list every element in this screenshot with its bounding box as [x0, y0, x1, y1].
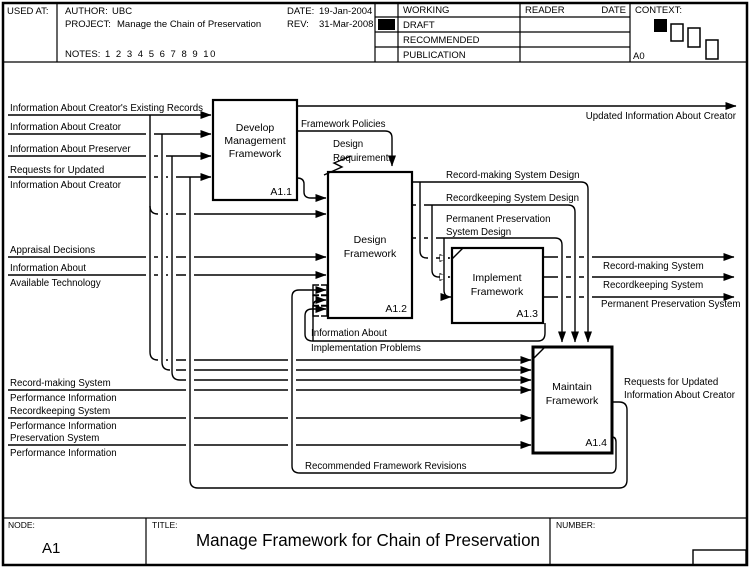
label-framework-policies: Framework Policies [301, 119, 386, 130]
label-out-recordmaking-system: Record-making System [603, 261, 704, 272]
rev-label: REV: [287, 19, 309, 30]
label-in-available-technology: Information About [10, 263, 86, 274]
node-title-bar [8, 520, 595, 557]
project-label: PROJECT: [65, 19, 111, 30]
svg-text:Performance Information: Performance Information [10, 448, 117, 459]
label-in-appraisal-decisions: Appraisal Decisions [10, 245, 96, 256]
label-implementation-problems: Information About [311, 328, 387, 339]
author-label: AUTHOR: [65, 6, 108, 17]
branch-info-preserver [172, 156, 180, 380]
reader-date-label: DATE [601, 5, 626, 16]
project-value: Manage the Chain of Preservation [117, 19, 262, 30]
label-recordkeeping-design: Recordkeeping System Design [446, 193, 579, 204]
label-feedback-requests-updated: Requests for Updated [624, 377, 719, 388]
label-out-recordkeeping-system: Recordkeeping System [603, 280, 704, 291]
draft-checkbox-filled [378, 19, 395, 30]
context-label: CONTEXT: [635, 5, 682, 16]
status-working: WORKING [403, 5, 450, 16]
label-in-info-preserver: Information About Preserver [10, 144, 131, 155]
svg-text:Requirements: Requirements [333, 153, 394, 164]
svg-text:Framework: Framework [545, 395, 599, 407]
box-a14-label: Maintain [552, 381, 592, 393]
label-in-requests-updated: Requests for Updated [10, 165, 105, 176]
label-in-recordmaking-performance: Record-making System [10, 378, 111, 389]
label-in-preservation-performance: Preservation System [10, 433, 100, 444]
svg-text:Management: Management [224, 135, 286, 147]
box-a13-node-id: A1.3 [516, 308, 538, 320]
box-a13-label: Implement [472, 272, 522, 284]
status-recommended: RECOMMENDED [403, 35, 480, 46]
box-a12-label: Design [353, 234, 387, 246]
number-label: NUMBER: [556, 520, 596, 530]
svg-text:Performance Information: Performance Information [10, 421, 117, 432]
label-permanent-preservation-design: Permanent Preservation [446, 214, 551, 225]
title-block-header [7, 5, 718, 62]
svg-text:Information About Creator: Information About Creator [624, 390, 735, 401]
svg-text:Information About Creator: Information About Creator [10, 180, 121, 191]
corner-notch-a14 [533, 347, 545, 359]
label-recordmaking-design: Record-making System Design [446, 170, 580, 181]
used-at-label: USED AT: [7, 6, 49, 17]
box-a14-node-id: A1.4 [585, 437, 607, 449]
label-in-existing-records: Information About Creator's Existing Records [10, 103, 203, 114]
branch-info-creator [162, 134, 170, 370]
svg-text:Performance Information: Performance Information [10, 393, 117, 404]
date-value: 19-Jan-2004 [319, 6, 373, 17]
status-draft: DRAFT [403, 20, 435, 31]
author-value: UBC [112, 6, 133, 17]
svg-text:Available Technology: Available Technology [10, 278, 101, 289]
box-a11-label: Develop [235, 122, 275, 134]
svg-text:System Design: System Design [446, 227, 512, 238]
node-label: NODE: [8, 520, 35, 530]
branch-permanent-preservation-design [444, 238, 451, 297]
svg-text:Implementation Problems: Implementation Problems [311, 343, 421, 354]
title-label: TITLE: [152, 520, 178, 530]
box-a12-node-id: A1.2 [385, 303, 407, 315]
reader-label: READER [525, 5, 565, 16]
branch-existing-records [150, 115, 158, 360]
label-out-updated-info-creator: Updated Information About Creator [585, 111, 736, 122]
number-tab-box [693, 550, 746, 565]
context-node-tree-icon [654, 19, 718, 59]
svg-text:Framework: Framework [470, 286, 524, 298]
diagram-title: Manage Framework for Chain of Preservation [196, 530, 540, 550]
label-design-requirements: Design [333, 139, 364, 150]
date-label: DATE: [287, 6, 315, 17]
notes-numbers: 1 2 3 4 5 6 7 8 9 10 [105, 49, 217, 60]
svg-text:Framework: Framework [228, 148, 282, 160]
svg-text:Framework: Framework [343, 248, 397, 260]
flow-labels [10, 103, 740, 472]
notes-label: NOTES: [65, 49, 101, 60]
label-out-permanent-preservation-system: Permanent Preservation System [601, 299, 741, 310]
context-node-value: A0 [633, 51, 645, 62]
label-recommended-revisions: Recommended Framework Revisions [305, 461, 467, 472]
node-value: A1 [42, 540, 61, 557]
rev-value: 31-Mar-2008 [319, 19, 374, 30]
box-a11-node-id: A1.1 [270, 186, 292, 198]
flow-design-requirements [297, 178, 326, 198]
label-in-info-creator: Information About Creator [10, 122, 121, 133]
corner-notch-a13 [452, 248, 463, 259]
status-publication: PUBLICATION [403, 50, 466, 61]
label-in-recordkeeping-performance: Recordkeeping System [10, 406, 111, 417]
